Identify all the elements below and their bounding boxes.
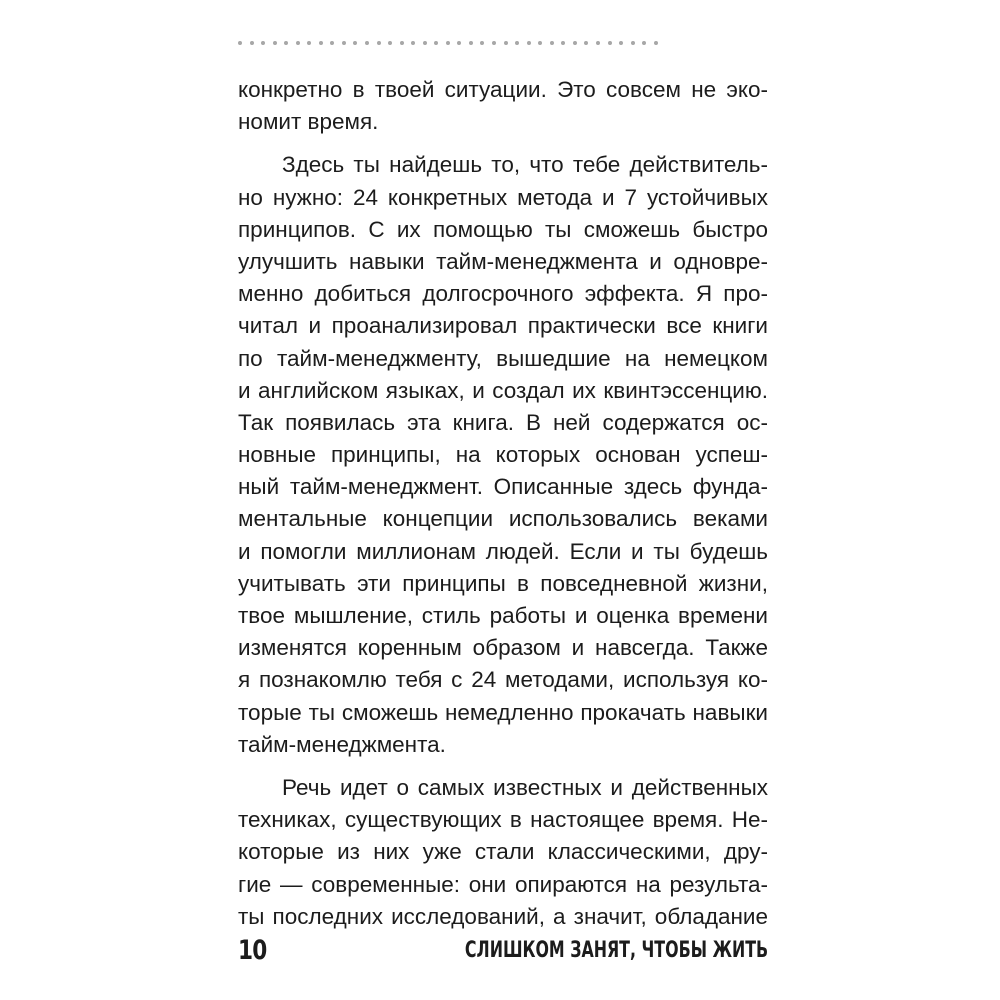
text-line: Так появилась эта книга. В ней содержатся ос- (238, 409, 768, 435)
text-line: менно добиться долгосрочного эффекта. Я про- (238, 281, 768, 307)
text-line: читал и проанализировал практически все книги (238, 313, 768, 339)
text-line: и помогли миллионам людей. Если и ты будешь (238, 538, 768, 564)
text-line: я познакомлю тебя с 24 методами, используя ко- (238, 667, 768, 693)
text-line: ментальные концепции использовались веками (238, 506, 768, 532)
text-line: принципов. С их помощью ты сможешь быстро (238, 216, 768, 242)
paragraph-2 (238, 149, 768, 761)
text-line: и английском языках, и создал их квинтэссенцию. (238, 377, 768, 403)
dotted-separator (238, 38, 658, 48)
paragraph-1 (238, 74, 768, 138)
page-number: 10 (238, 934, 267, 966)
text-line: по тайм-менеджменту, вышедшие на немецком (238, 345, 768, 371)
text-line: ты последних исследований, а значит, обладание (238, 903, 768, 929)
text-line: конкретно в твоей ситуации. Это совсем не эко- (238, 77, 768, 102)
text-line: новные принципы, на которых основан успеш- (238, 442, 768, 468)
page-footer (238, 930, 768, 970)
text-line: Здесь ты найдешь то, что тебе действитель- (282, 152, 768, 178)
text-line: тайм-менеджмента. (238, 731, 446, 757)
body-text (238, 74, 768, 933)
running-title: СЛИШКОМ ЗАНЯТ, ЧТОБЫ ЖИТЬ (464, 937, 768, 963)
text-line: изменятся коренным образом и навсегда. Также (238, 635, 768, 661)
text-line: Речь идет о самых известных и действенных (282, 774, 768, 800)
text-line: учитывать эти принципы в повседневной жизни, (238, 570, 768, 596)
text-line: гие — современные: они опираются на результа- (238, 871, 768, 897)
text-line: улучшить навыки тайм-менеджмента и одновре- (238, 248, 768, 274)
text-line: но нужно: 24 конкретных метода и 7 устойчивых (238, 184, 768, 210)
text-line: торые ты сможешь немедленно прокачать навыки (238, 699, 768, 725)
text-line: которые из них уже стали классическими, дру- (238, 839, 768, 865)
text-line: ный тайм-менеджмент. Описанные здесь фунда- (238, 474, 768, 500)
text-line: твое мышление, стиль работы и оценка времени (238, 603, 768, 628)
text-line: номит время. (238, 109, 379, 135)
text-line: техниках, существующих в настоящее время. Не- (238, 807, 768, 833)
paragraph-3 (238, 772, 768, 933)
